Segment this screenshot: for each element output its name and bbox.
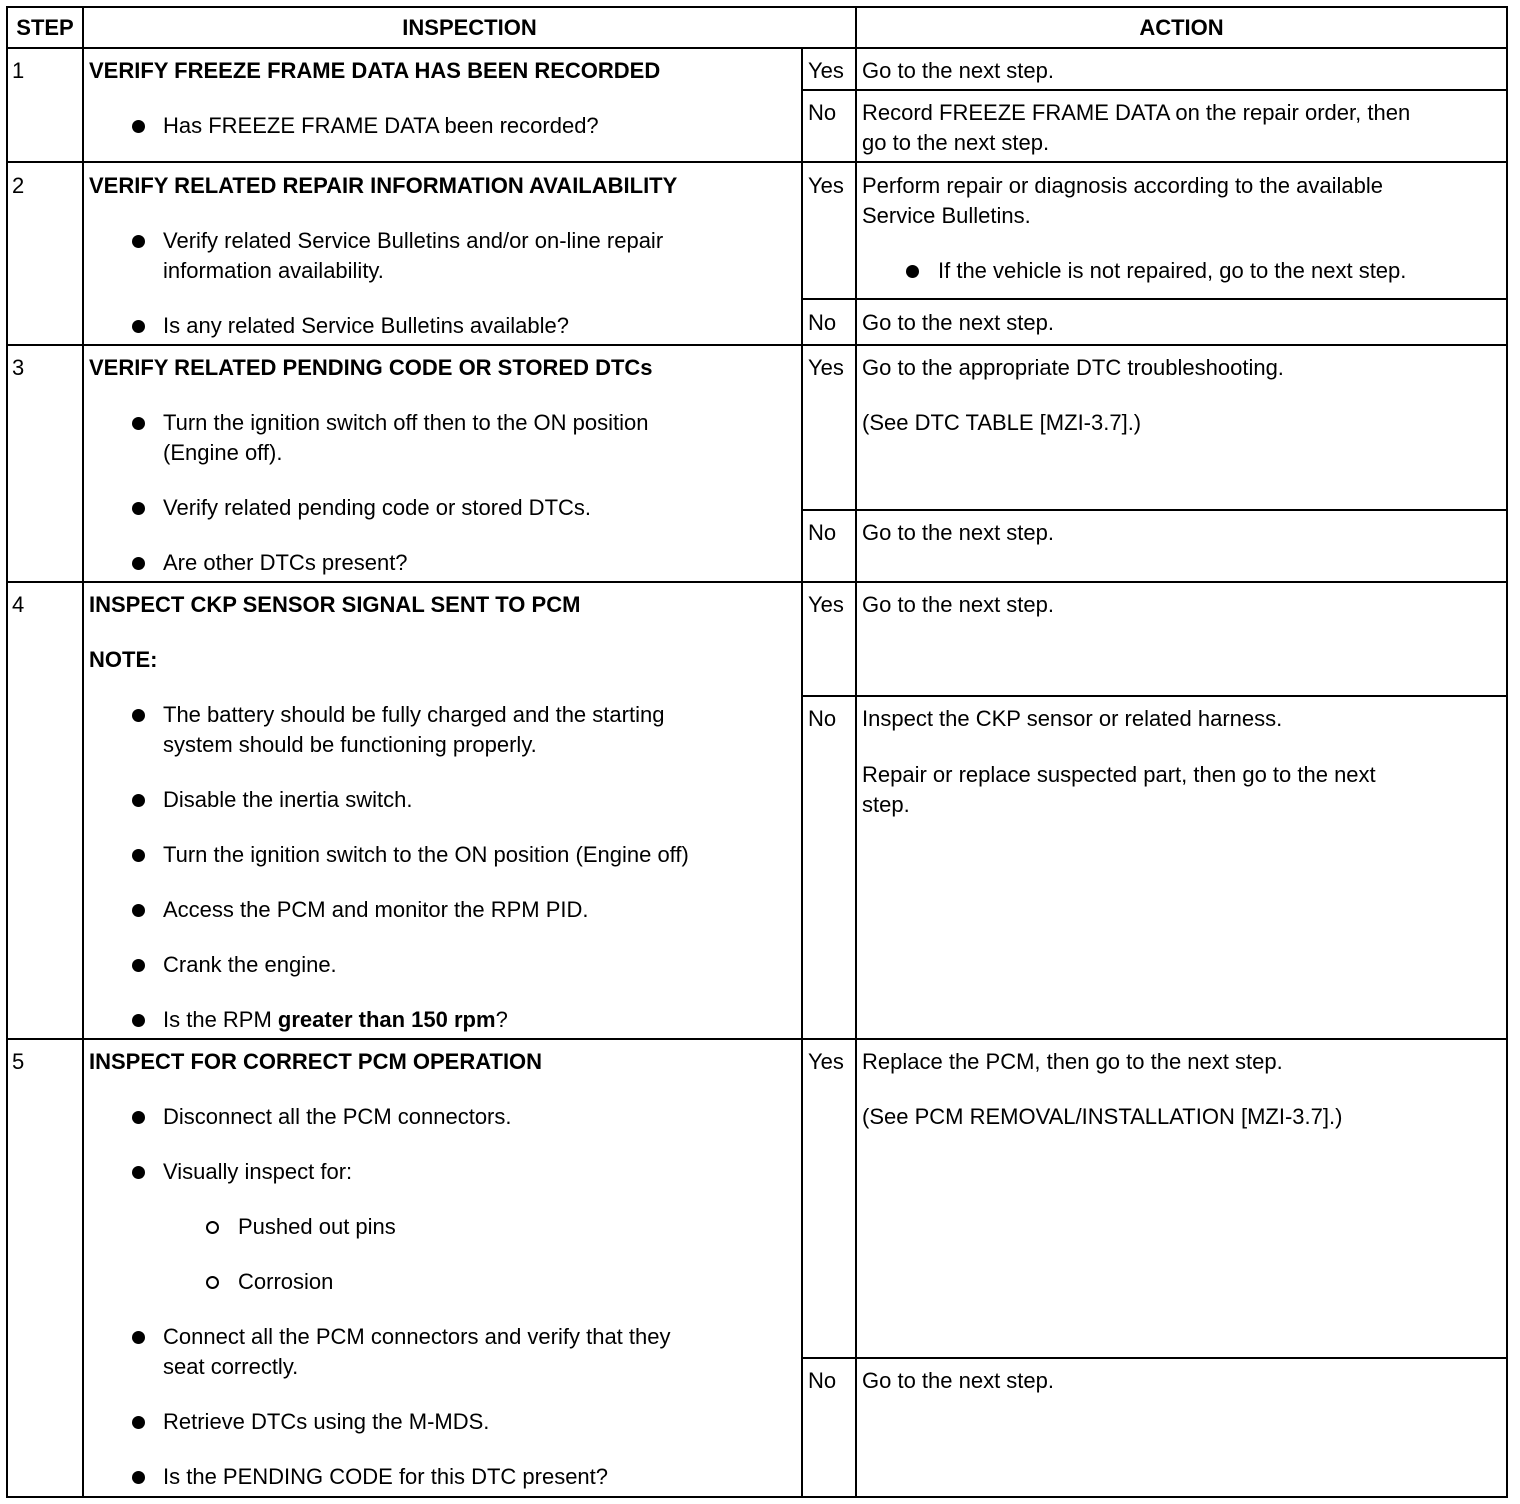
yesno-divider-1	[801, 89, 1506, 91]
yes-action: Perform repair or diagnosis according to the available	[862, 173, 1383, 198]
yes-action: Go to the appropriate DTC troubleshooting.	[862, 355, 1284, 380]
inspection-subitem: Pushed out pins	[238, 1214, 396, 1239]
inspection-item: Disconnect all the PCM connectors.	[163, 1104, 512, 1129]
note-label: NOTE:	[89, 647, 158, 672]
inspection-item: Visually inspect for:	[163, 1159, 353, 1184]
inspection-item-rpm	[163, 1005, 508, 1035]
row-divider-1	[8, 161, 1506, 163]
bullet-icon	[132, 794, 145, 807]
step-number: 4	[12, 592, 25, 617]
bullet-icon	[132, 709, 145, 722]
yes-label: Yes	[808, 173, 844, 198]
bullet-icon	[132, 904, 145, 917]
header-divider	[8, 47, 1506, 49]
inspection-item: Retrieve DTCs using the M-MDS.	[163, 1409, 490, 1434]
bullet-icon	[132, 417, 145, 430]
yes-label: Yes	[808, 1049, 844, 1074]
bullet-icon	[132, 959, 145, 972]
bullet-icon	[132, 1014, 145, 1027]
bullet-icon	[132, 235, 145, 248]
yes-action: Go to the next step.	[862, 592, 1055, 617]
inspection-item: seat correctly.	[163, 1354, 299, 1379]
inspection-item: Is any related Service Bulletins available?	[163, 313, 570, 338]
step-title: VERIFY FREEZE FRAME DATA HAS BEEN RECORDED	[89, 58, 661, 83]
yes-label: Yes	[808, 355, 844, 380]
yes-action: Service Bulletins.	[862, 203, 1031, 228]
bullet-icon	[132, 120, 145, 133]
step-number: 1	[12, 58, 25, 83]
sub-bullet-icon	[206, 1276, 219, 1289]
col-divider-action	[855, 8, 857, 1498]
no-action: Go to the next step.	[862, 1368, 1055, 1393]
inspection-item: Crank the engine.	[163, 952, 337, 977]
bullet-icon	[132, 1471, 145, 1484]
inspection-item: system should be functioning properly.	[163, 732, 537, 757]
yes-label: Yes	[808, 58, 844, 83]
bullet-icon	[132, 320, 145, 333]
step-number: 3	[12, 355, 25, 380]
sub-bullet-icon	[206, 1221, 219, 1234]
yes-action-bullet: If the vehicle is not repaired, go to the next step.	[938, 258, 1407, 283]
inspection-item: Connect all the PCM connectors and verify that they	[163, 1324, 671, 1349]
row-divider-2	[8, 344, 1506, 346]
no-label: No	[808, 520, 837, 545]
row-divider-4	[8, 1038, 1506, 1040]
col-divider-step	[82, 8, 84, 1498]
inspection-item: Is the PENDING CODE for this DTC present?	[163, 1464, 609, 1489]
no-label: No	[808, 1368, 837, 1393]
inspection-item: Verify related Service Bulletins and/or on-line repair	[163, 228, 664, 253]
yesno-divider-2	[801, 298, 1506, 300]
bullet-icon	[132, 1166, 145, 1179]
step-title: INSPECT CKP SENSOR SIGNAL SENT TO PCM	[89, 592, 581, 617]
bullet-icon	[906, 265, 919, 278]
step-number: 2	[12, 173, 25, 198]
header-action: ACTION	[1139, 15, 1224, 40]
yesno-divider-3	[801, 509, 1506, 511]
no-action: Inspect the CKP sensor or related harness.	[862, 706, 1283, 731]
yes-action-ref: (See DTC TABLE [MZI-3.7].)	[862, 410, 1142, 435]
bullet-icon	[132, 557, 145, 570]
header-inspection: INSPECTION	[402, 15, 537, 40]
bullet-icon	[132, 849, 145, 862]
bullet-icon	[132, 502, 145, 515]
yesno-divider-5	[801, 1357, 1506, 1359]
inspection-item: Has FREEZE FRAME DATA been recorded?	[163, 113, 599, 138]
inspection-item: The battery should be fully charged and the starting	[163, 702, 665, 727]
rpm-threshold: greater than 150 rpm	[277, 1007, 496, 1032]
inspection-item: Turn the ignition switch off then to the ON position	[163, 410, 649, 435]
no-action: Record FREEZE FRAME DATA on the repair order, then	[862, 100, 1411, 125]
rpm-text-pre: Is the RPM	[163, 1007, 278, 1032]
inspection-item: Disable the inertia switch.	[163, 787, 413, 812]
no-action: step.	[862, 792, 910, 817]
step-title: INSPECT FOR CORRECT PCM OPERATION	[89, 1049, 543, 1074]
inspection-item: Are other DTCs present?	[163, 550, 408, 575]
bullet-icon	[132, 1416, 145, 1429]
inspection-item: (Engine off).	[163, 440, 283, 465]
no-action: Repair or replace suspected part, then go to the next	[862, 762, 1376, 787]
yes-action: Go to the next step.	[862, 58, 1055, 83]
no-label: No	[808, 310, 837, 335]
inspection-item: Verify related pending code or stored DTCs.	[163, 495, 592, 520]
inspection-item: information availability.	[163, 258, 384, 283]
no-label: No	[808, 706, 837, 731]
step-title: VERIFY RELATED REPAIR INFORMATION AVAILABILITY	[89, 173, 678, 198]
bullet-icon	[132, 1331, 145, 1344]
inspection-item: Turn the ignition switch to the ON position (Engine off)	[163, 842, 689, 867]
no-action: Go to the next step.	[862, 310, 1055, 335]
no-action: go to the next step.	[862, 130, 1050, 155]
yes-action: Replace the PCM, then go to the next step.	[862, 1049, 1283, 1074]
no-label: No	[808, 100, 837, 125]
rpm-text-post: ?	[495, 1007, 508, 1032]
bullet-icon	[132, 1111, 145, 1124]
yes-label: Yes	[808, 592, 844, 617]
step-title: VERIFY RELATED PENDING CODE OR STORED DTCs	[89, 355, 653, 380]
inspection-item: Access the PCM and monitor the RPM PID.	[163, 897, 589, 922]
no-action: Go to the next step.	[862, 520, 1055, 545]
inspection-subitem: Corrosion	[238, 1269, 334, 1294]
yesno-divider-4	[801, 695, 1506, 697]
header-step: STEP	[16, 15, 74, 40]
yes-action-ref: (See PCM REMOVAL/INSTALLATION [MZI-3.7].)	[862, 1104, 1343, 1129]
col-divider-yesno	[801, 48, 803, 1498]
row-divider-3	[8, 581, 1506, 583]
step-number: 5	[12, 1049, 25, 1074]
